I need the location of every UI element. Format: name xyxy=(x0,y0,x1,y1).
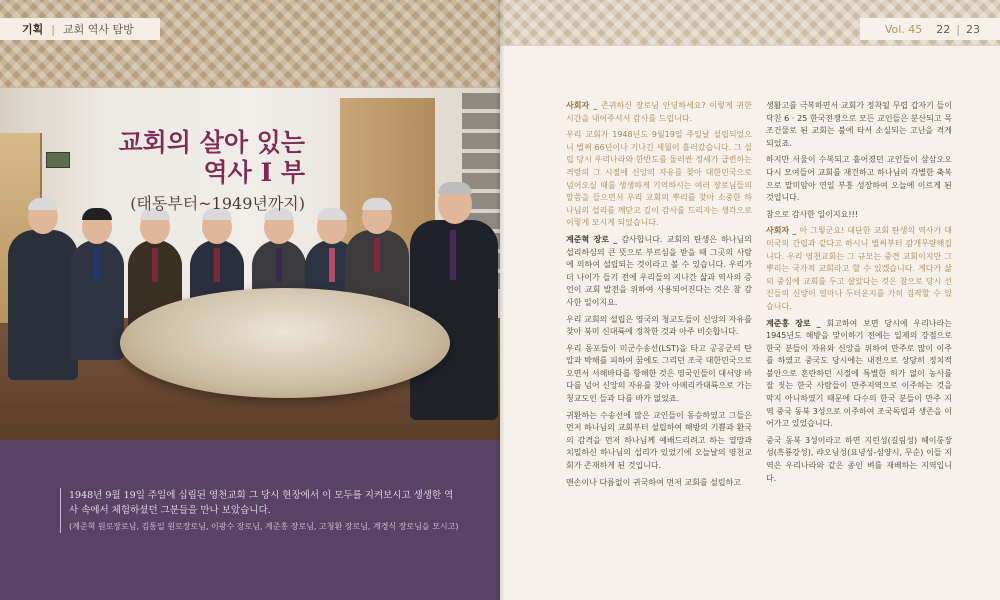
page-number-left: 22 xyxy=(936,22,951,36)
page-number-right: 23 xyxy=(966,22,980,36)
interview-paragraph xyxy=(566,100,752,125)
interview-paragraph xyxy=(766,318,952,431)
interview-paragraph xyxy=(566,129,752,230)
running-header-left xyxy=(0,18,160,40)
paragraph-text: 회고하여 보면 당시에 우리나라는 1945년도 해방을 맞이하기 전에는 일제의 강점으로 한국 분들이 자유와 신앙을 위하여 만주로 많이 이주를 하였고 중국도 당시에는 내전으로 상당히 정치적 불안으로 혼란하던 시절에 특별한 허가 없이 농사를 잘 짓는 한국 사람들이 만주지역으로 이주하는 것을 막지 아니하였기 때문에 다수의 한국 분들이 만주 지역 중국 동북 3성으로 이주하여 조국독립과 생존을 이어가고 있었습니다. xyxy=(766,318,952,429)
article-title xyxy=(90,128,305,216)
photo-wall-plaque xyxy=(46,152,70,168)
speaker-label: 사회자 _ xyxy=(766,226,797,236)
paragraph-text: 귀환하는 수송선에 많은 교인들이 동승하였고 그들은 먼저 하나님의 교회부터 설립하여 해방의 기쁨과 환국의 감격을 먼저 하나님께 예배드리려고 하는 열망과 치밀하신 하나님의 섭리가 있었기에 오늘날의 영천교회가 존재하게 된 것입니다. xyxy=(566,410,752,471)
speaker-label: 계준혁 장로 _ xyxy=(566,234,618,244)
article-title-line2: 역사 I 부 xyxy=(203,158,305,187)
paragraph-text: 아 그렇군요! 대단한 교회 탄생의 역사가 대미국의 간립과 같다고 하시니 벌써부터 감개무량해집니다. 우리 영천교회는 그 규모는 중견 교회이지만 그 뿌리는 국가적 교회라고 할 수 있겠습니다. 게다가 삶의 중심에 교회를 두고 살았다는 것은 참으로 당시 선진들의 신앙이 얼마나 두터운지를 가히 짐작할 수 있습니다. xyxy=(766,226,952,311)
caption-text: 1948년 9월 19일 주일에 십립된 영천교회 그 당시 현장에서 이 모두를 지켜보시고 생생한 역사 속에서 체험하셨던 그분들을 만나 보았습니다. xyxy=(69,490,454,516)
header-divider: | xyxy=(51,22,55,36)
header-divider: | xyxy=(956,22,960,36)
paragraph-text: 중국 동북 3성이라고 하면 지린성(길림성) 헤이룽장성(흑룡강성), 랴오닝성(요녕성-심양시, 무순) 이들 지역은 우리나라와 같은 종인 벼를 재배하는 지역입니다. xyxy=(766,435,952,483)
interview-column-right xyxy=(766,100,952,489)
speaker-label: 사회자 _ xyxy=(566,101,598,110)
caption-panel xyxy=(0,440,500,600)
paragraph-text: 참으로 감사한 일이지요!!! xyxy=(766,209,858,219)
photo-oval-table xyxy=(120,288,450,398)
speaker-label: 계준홍 장로 _ xyxy=(766,318,821,328)
volume-label: Vol. 45 xyxy=(884,22,923,36)
paragraph-text: 우리 동포들이 미군수송선(LST)을 타고 공공군의 탄압과 박해를 피하여 꿈에도 그리던 조국 대한민국으로 오면서 서해바다를 항해한 것은 영국인들이 대서양 바다를 넘어 신앙의 자유를 찾아 아메리카대륙으로 가는 청교도인 들과 다를 바가 없었죠. xyxy=(566,343,752,404)
paragraph-text: 존귀하신 장로님 안녕하세요? 이렇게 귀한 시간을 내어주셔서 감사를 드립니다. xyxy=(566,101,752,123)
interview-paragraph xyxy=(566,410,752,473)
paragraph-text: 생활고를 극복하면서 교회가 정착될 무렵 갑자기 들이 닥친 6 · 25 한국전쟁으로 모든 교인들은 분산되고 목조건물로 된 교회는 불에 타서 소실되는 고난을 격게 되었죠. xyxy=(766,101,952,148)
photo-caption xyxy=(60,488,459,533)
decorative-pattern-band xyxy=(0,0,500,88)
section-label: 기획 xyxy=(22,23,44,36)
photo-person xyxy=(70,240,124,360)
interview-paragraph xyxy=(766,100,952,150)
article-title-line1: 교회의 살아 있는 xyxy=(118,128,305,157)
paragraph-text: 우리 교회가 1948년도 9월19일 주일날 설립되었으니 벌써 66년이나 기나긴 세월이 흘러갔습니다. 그 설립 당시 우리나라와 한반도를 둘러싼 정세가 급변하는 격랑의 그 시절에 신앙의 자유를 찾아 대한민국으로 넘어오실 때를 생생하게 기억하시는 여러 장로님들의 말씀을 들으면서 우리 교회의 뿌리를 찾아 소중한 하나님의 섭리를 깨닫고 깊이 감사를 드리자는 생각으로 이렇게 모시게 되었습니다. xyxy=(566,130,752,228)
interview-column-left xyxy=(566,100,752,493)
page-gutter xyxy=(495,0,505,600)
article-title-period: (태동부터~1949년까지) xyxy=(130,194,305,213)
paragraph-text: 맨손이나 다름없이 귀국하여 먼저 교회를 설립하고 xyxy=(566,477,742,487)
interview-paragraph xyxy=(766,209,952,222)
photo-person xyxy=(8,230,78,380)
interview-paragraph xyxy=(566,314,752,339)
running-header-right xyxy=(860,18,1000,40)
paragraph-text: 우리 교회의 설립은 영국의 청교도들이 신앙의 자유를 찾아 북미 신대륙에 정착한 것과 아주 비슷합니다. xyxy=(566,314,752,337)
interview-paragraph xyxy=(566,343,752,406)
caption-attendees: (계준혁 원로장로님, 김통일 원로장로님, 이광수 장로님, 계준홍 장로님, 고청환 장로님, 계경식 장로님을 모시고) xyxy=(69,522,459,531)
interview-paragraph xyxy=(566,477,752,490)
paragraph-text: 하지만 서울이 수복되고 흩어졌던 교인들이 삼삼오오 다시 모여들어 교회를 재건하고 하나님의 각별한 축복으로 말미암아 연일 부흥 성장하여 오늘에 이르게 된 것입니다. xyxy=(766,155,952,203)
interview-paragraph xyxy=(766,225,952,313)
interview-paragraph xyxy=(766,435,952,485)
interview-paragraph xyxy=(566,234,752,310)
interview-paragraph xyxy=(766,154,952,204)
section-subtitle: 교회 역사 탐방 xyxy=(62,23,134,36)
paragraph-text: 감사합니다. 교회의 탄생은 하나님의 섭리하심의 큰 뜻으로 부르심을 받을 때 그곳의 사람에 의하여 설립되는 것이라고 볼 수 있습니다. 우리가 더 나이가 들기 전에 우리들의 지나간 삶과 역사의 증언이 교회 발전을 위하여 사용되어진다는 것은 참 감사한 일이지요. xyxy=(566,234,752,307)
